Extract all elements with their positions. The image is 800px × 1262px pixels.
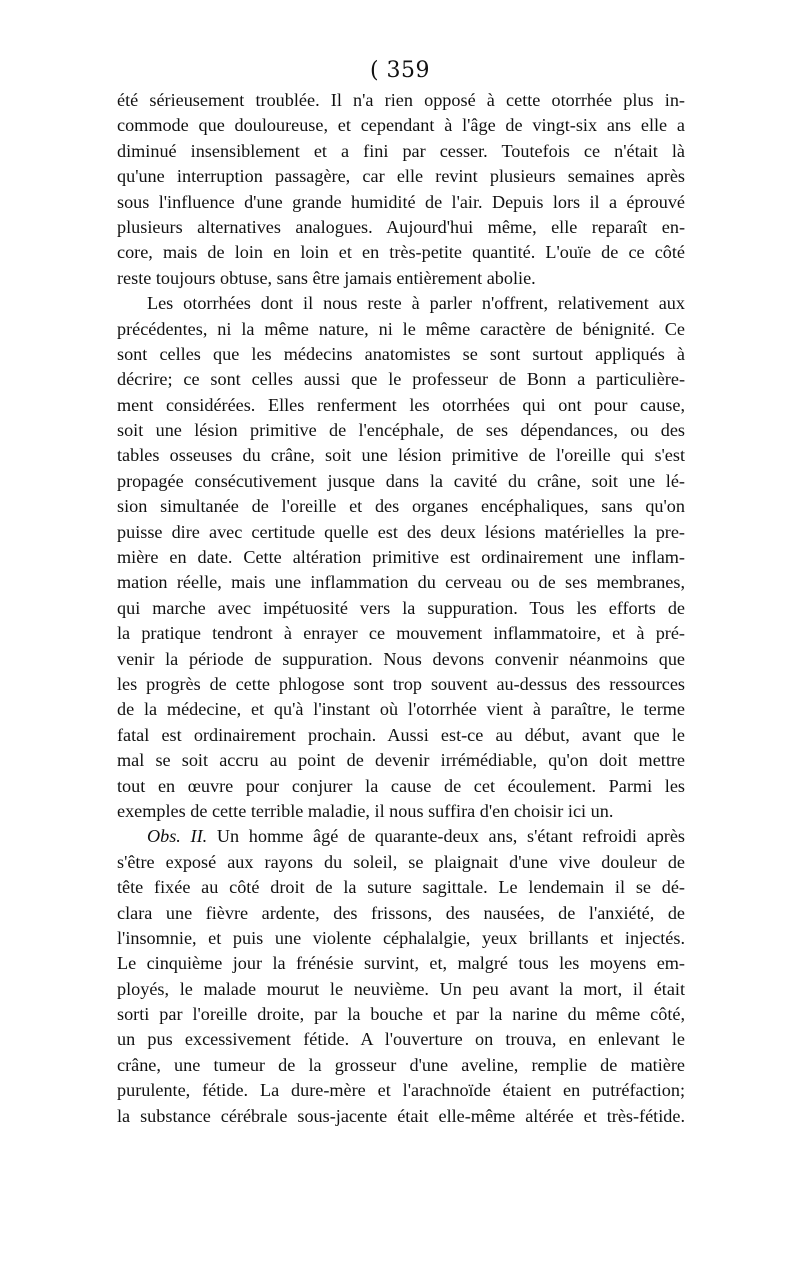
text-line: Le cinquième jour la frénésie survint, et, malgré tous les moyens em- [117,953,685,974]
text-line: soit une lésion primitive de l'encéphale, de ses dépendances, ou des [117,420,685,441]
text-line: été sérieusement troublée. Il n'a rien opposé à cette otorrhée plus in- [117,90,685,110]
text-line: tête fixée au côté droit de la suture sagittale. Le lendemain il se dé- [117,877,685,898]
text-line: plusieurs alternatives analogues. Aujourd'hui même, elle reparaît en- [117,216,685,237]
text-line: tout en œuvre pour conjurer la cause de cet écoulement. Parmi les [117,775,685,796]
text-line: décrire; ce sont celles aussi que le professeur de Bonn a particulière- [117,369,685,390]
paragraph-2 [117,291,685,824]
text-line-content: Un homme âgé de quarante-deux ans, s'étant refroidi après [207,826,685,847]
text-line: crâne, une tumeur de la grosseur d'une aveline, remplie de matière [117,1054,685,1075]
text-line: la substance cérébrale sous-jacente était elle-même altérée et très-fétide. [117,1105,685,1126]
text-line: venir la période de suppuration. Nous devons convenir néanmoins que [117,648,685,669]
text-line: ment considérées. Elles renferment les otorrhées qui ont pour cause, [117,394,685,415]
text-line: l'insomnie, et puis une violente céphalalgie, yeux brillants et injectés. [117,927,685,948]
text-line: qui marche avec impétuosité vers la suppuration. Tous les efforts de [117,597,685,618]
page-number: ( 359 [369,58,431,83]
text-line: core, mais de loin en loin et en très-petite quantité. L'ouïe de ce côté [117,242,685,263]
paragraph-3-observation [117,824,685,1129]
text-line: un pus excessivement fétide. A l'ouverture on trouva, en enlevant le [117,1029,685,1050]
text-line: mière en date. Cette altération primitive est ordinairement une inflam- [117,547,685,568]
text-line: mal se soit accru au point de devenir irrémédiable, qu'on doit mettre [117,750,685,771]
text-line: la pratique tendront à enrayer ce mouvement inflammatoire, et à pré- [117,623,685,644]
text-line: diminué insensiblement et a fini par cesser. Toutefois ce n'était là [117,140,685,161]
text-line: fatal est ordinairement prochain. Aussi est-ce au début, avant que le [117,724,685,745]
text-line: ployés, le malade mourut le neuvième. Un peu avant la mort, il était [117,978,685,999]
paragraph-1 [117,88,685,291]
text-line: propagée consécutivement jusque dans la cavité du crâne, soit une lé- [117,470,685,491]
text-line: s'être exposé aux rayons du soleil, se plaignait d'une vive douleur de [117,851,685,872]
text-line [117,824,685,849]
text-line: Les otorrhées dont il nous reste à parler n'offrent, relativement aux [147,293,685,314]
text-line: commode que douloureuse, et cependant à l'âge de vingt-six ans elle a [117,115,685,136]
text-line: sion simultanée de l'oreille et des organes encéphaliques, sans qu'on [117,496,685,517]
text-line: sont celles que les médecins anatomistes se sont surtout appliqués à [117,343,685,364]
text-line: exemples de cette terrible maladie, il nous suffira d'en choisir ici un. [117,800,614,821]
text-line: reste toujours obtuse, sans être jamais entièrement abolie. [117,267,536,288]
body-text [117,88,685,1129]
text-line: sous l'influence d'une grande humidité de l'air. Depuis lors il a éprouvé [117,191,685,212]
text-line: puisse dire avec certitude quelle est des deux lésions matérielles la pre- [117,521,685,542]
text-line: purulente, fétide. La dure-mère et l'arachnoïde étaient en putréfaction; [117,1080,685,1101]
observation-label: Obs. II. [147,826,208,847]
text-line: les progrès de cette phlogose sont trop souvent au-dessus des ressources [117,673,685,694]
text-line: sorti par l'oreille droite, par la bouche et par la narine du même côté, [117,1004,685,1025]
text-line: clara une fièvre ardente, des frissons, des nausées, de l'anxiété, de [117,902,685,923]
text-line: mation réelle, mais une inflammation du cerveau ou de ses membranes, [117,572,685,593]
text-line: tables osseuses du crâne, soit une lésion primitive de l'oreille qui s'est [117,445,685,466]
text-line: de la médecine, et qu'à l'instant où l'otorrhée vient à paraître, le terme [117,699,685,720]
text-line: qu'une interruption passagère, car elle revint plusieurs semaines après [117,166,685,187]
text-line: précédentes, ni la même nature, ni le même caractère de bénignité. Ce [117,318,685,339]
